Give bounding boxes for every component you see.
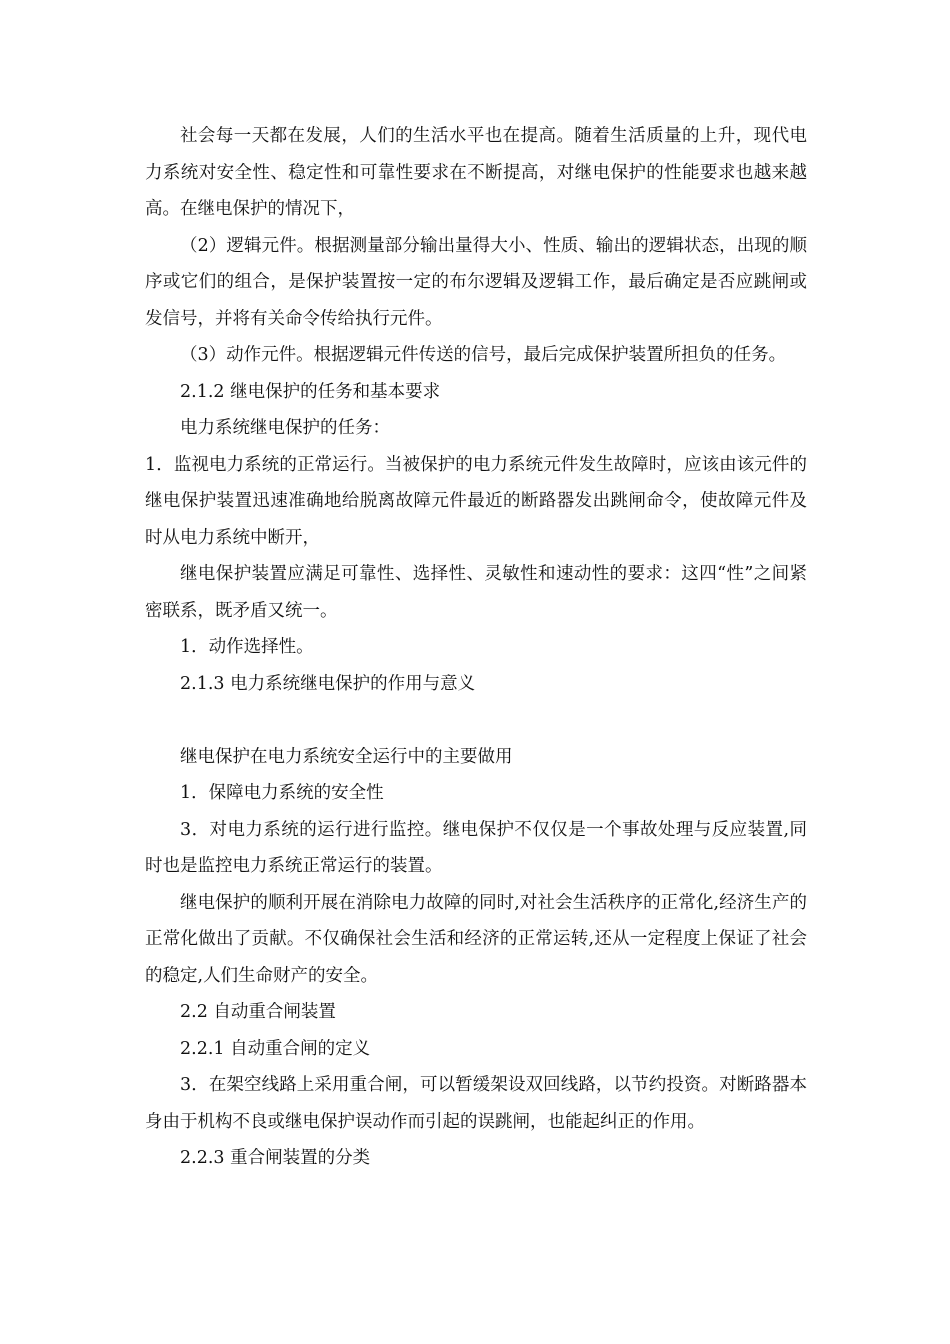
paragraph-task-lead: 电力系统继电保护的任务： <box>180 418 390 438</box>
paragraph-requirements: 继电保护装置应满足可靠性、选择性、灵敏性和速动性的要求：这四“性”之间紧密联系，既矛盾又统一。 <box>145 564 807 621</box>
paragraph-action-element: （3）动作元件。根据逻辑元件传送的信号，最后完成保护装置所担负的任务。 <box>180 345 787 365</box>
document-body <box>145 118 807 1177</box>
section-heading-2-1-2: 2.1.2 继电保护的任务和基本要求 <box>180 381 441 402</box>
list-item-safety: 1．保障电力系统的安全性 <box>180 783 384 803</box>
paragraph-intro: 社会每一天都在发展，人们的生活水平也在提高。随着生活质量的上升，现代电力系统对安全性、稳定性和可靠性要求在不断提高，对继电保护的性能要求也越来越高。在继电保护的情况下， <box>145 126 807 219</box>
section-heading-2-2-3: 2.2.3 重合闸装置的分类 <box>180 1148 371 1168</box>
blank-line <box>145 702 807 739</box>
paragraph-significance: 继电保护的顺利开展在消除电力故障的同时,对社会生活秩序的正常化,经济生产的正常化做出了贡献。不仅确保社会生活和经济的正常运转,还从一定程度上保证了社会的稳定,人们生命财产的安全。 <box>145 892 807 986</box>
paragraph-logic-element: （2）逻辑元件。根据测量部分输出量得大小、性质、输出的逻辑状态，出现的顺序或它们的组合，是保护装置按一定的布尔逻辑及逻辑工作，最后确定是否应跳闸或发信号，并将有关命令传给执行元件。 <box>145 235 807 329</box>
section-heading-2-1-3: 2.1.3 电力系统继电保护的作用与意义 <box>180 673 476 694</box>
section-heading-2-2: 2.2 自动重合闸装置 <box>180 1002 336 1022</box>
section-heading-2-2-1: 2.2.1 自动重合闸的定义 <box>180 1038 371 1059</box>
list-item-selectivity: 1．动作选择性。 <box>180 637 314 657</box>
list-item-overhead-line: 3．在架空线路上采用重合闸，可以暂缓架设双回线路，以节约投资。对断路器本身由于机构不良或继电保护误动作而引起的误跳闸，也能起纠正的作用。 <box>145 1075 807 1132</box>
list-item-monitor: 1．监视电力系统的正常运行。当被保护的电力系统元件发生故障时，应该由该元件的继电保护装置迅速准确地给脱离故障元件最近的断路器发出跳闸命令，使故障元件及时从电力系统中断开， <box>145 454 807 548</box>
paragraph-main-role: 继电保护在电力系统安全运行中的主要做用 <box>180 746 513 767</box>
list-item-monitoring: 3．对电力系统的运行进行监控。继电保护不仅仅是一个事故处理与反应装置,同时也是监控电力系统正常运行的装置。 <box>145 819 807 876</box>
